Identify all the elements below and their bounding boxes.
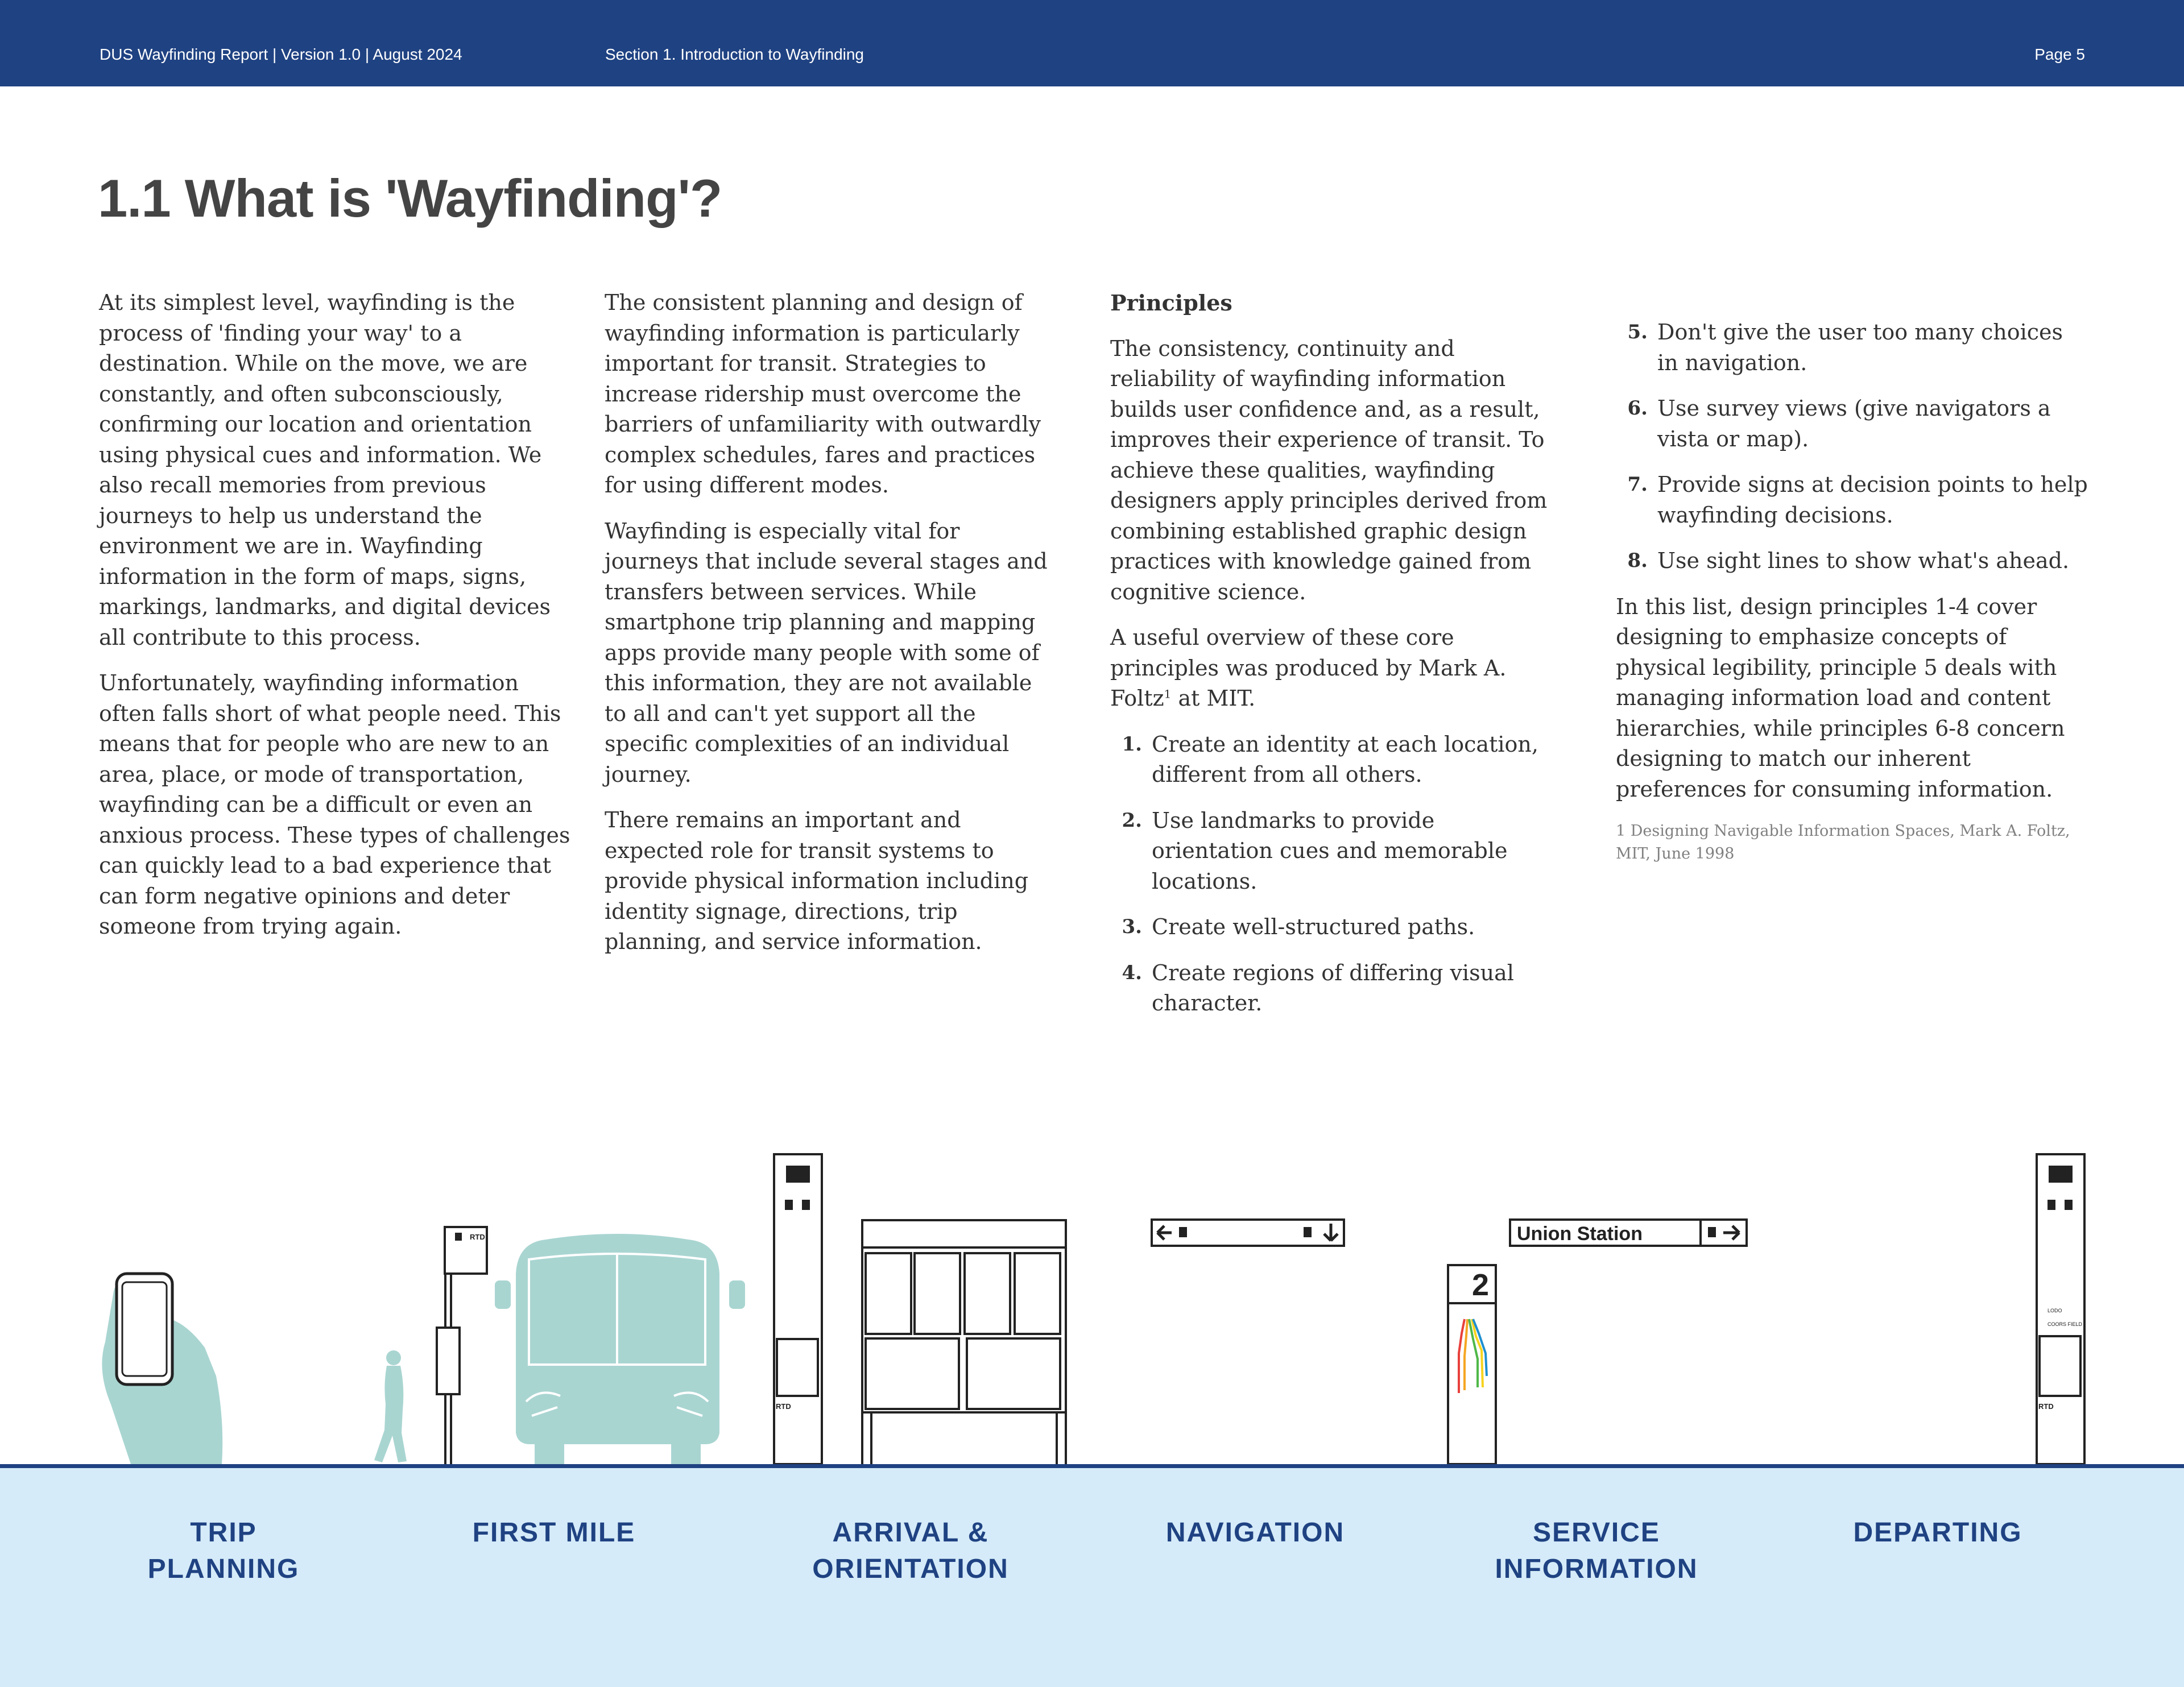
stage-first-mile: FIRST MILE <box>472 1518 636 1548</box>
journey-stages-band <box>0 1464 2184 1687</box>
paragraph-text: at MIT. <box>1171 686 1256 711</box>
stage-navigation: NAVIGATION <box>1165 1518 1345 1548</box>
text-column-4 <box>1616 317 2088 881</box>
journey-illustration <box>0 1137 2184 1467</box>
paragraph: At its simplest level, wayfinding is the process of 'finding your way' to a destination. While on the move, we are constantly, and often subconsciously, confirming our location and orientation using physical cues and information. We also recall memories from previous journeys to help us understand the environment we are in. Wayfinding information in the form of maps, signs, markings, landmarks, and digital devices all contribute to this process. <box>99 290 551 650</box>
totem-logo-text: RTD <box>2038 1402 2054 1411</box>
list-text: Use landmarks to provide orientation cues and memorable locations. <box>1152 807 1508 894</box>
report-info: DUS Wayfinding Report | Version 1.0 | August 2024 <box>100 45 462 63</box>
list-text: Use sight lines to show what's ahead. <box>1657 548 2070 573</box>
paragraph <box>1110 623 1554 714</box>
paragraph-text: A useful overview of these core principles was produced by Mark A. Foltz <box>1110 625 1507 711</box>
list-number: 4. <box>1122 961 1142 984</box>
bus-icon <box>495 1234 745 1464</box>
list-text: Create an identity at each location, different from all others. <box>1152 731 1538 787</box>
paragraph: Unfortunately, wayfinding information often falls short of what people need. This means that for people who are new to an area, place, or mode of transportation, wayfinding can be a difficult or even an anxious process. These types of challenges can quickly lead to a bad experience that can form negative opinions and deter someone from trying again. <box>99 670 570 939</box>
principles-heading: Principles <box>1110 290 1232 316</box>
stage-trip-planning: TRIP PLANNING <box>147 1518 300 1584</box>
list-number: 7. <box>1627 473 1648 496</box>
list-number: 2. <box>1122 809 1142 832</box>
station-name: Union Station <box>1517 1223 1643 1245</box>
list-item <box>1616 393 2088 454</box>
list-text: Don't give the user too many choices in navigation. <box>1657 320 2063 375</box>
list-item <box>1616 470 2088 530</box>
paragraph: Wayfinding is especially vital for journeys that include several stages and transfers between services. While smartphone trip planning and mapping apps provide many people with some of this information, they are not available to all and can't yet support all the specific complexities of an individual journey. <box>605 518 1048 787</box>
page-number: Page 5 <box>2034 45 2085 63</box>
list-number: 1. <box>1122 732 1142 756</box>
list-number: 8. <box>1627 549 1648 572</box>
list-item <box>1110 912 1554 943</box>
arrival-totem-sign <box>774 1154 822 1464</box>
section-title: Section 1. Introduction to Wayfinding <box>605 45 864 63</box>
list-item <box>1110 958 1554 1019</box>
information-shelter <box>862 1220 1066 1464</box>
footnote: 1 Designing Navigable Information Spaces, Mark A. Foltz, MIT, June 1998 <box>1616 822 2070 863</box>
stage-departing: DEPARTING <box>1853 1518 2022 1548</box>
list-text: Provide signs at decision points to help wayfinding decisions. <box>1657 472 2088 528</box>
paragraph: The consistent planning and design of wayfinding information is particularly important for transit. Strategies to increase ridership must overcome the barriers of unfamiliarity with outwardly complex schedules, fares and practices for using different modes. <box>605 290 1041 498</box>
stage-service-information: SERVICE INFORMATION <box>1495 1518 1698 1584</box>
platform-number: 2 <box>1471 1268 1490 1302</box>
principles-list <box>1110 729 1554 1019</box>
page-header <box>0 0 2184 86</box>
list-text: Create regions of differing visual character. <box>1152 960 1514 1015</box>
totem-logo-text: RTD <box>776 1402 791 1411</box>
hand-with-phone-icon <box>102 1274 222 1464</box>
text-column-1 <box>99 288 571 958</box>
principles-list <box>1616 317 2088 577</box>
departing-destination: COORS FIELD <box>2048 1321 2083 1327</box>
page-title: 1.1 What is 'Wayfinding'? <box>98 168 722 228</box>
paragraph: The consistency, continuity and reliability of wayfinding information builds user confidence and, as a result, improves their experience of transit. To achieve these qualities, wayfinding designers apply principles derived from combining established graphic design practices with knowledge gained from cognitive science. <box>1110 335 1548 604</box>
list-item <box>1110 806 1554 897</box>
bus-stop-sign <box>437 1227 487 1464</box>
list-number: 3. <box>1122 915 1142 938</box>
list-number: 5. <box>1627 321 1648 343</box>
paragraph: In this list, design principles 1-4 cover designing to emphasize concepts of physical legibility, principle 5 deals with managing information load and content hierarchies, while principles 6-8 concern designing to match our inherent preferences for consuming information. <box>1616 594 2065 802</box>
bus-stop-sign-text: RTD <box>470 1233 485 1241</box>
text-column-2 <box>605 288 1054 973</box>
paragraph: There remains an important and expected role for transit systems to provide physical information including identity signage, directions, trip planning, and service information. <box>605 807 1029 954</box>
directional-sign <box>1152 1220 1344 1246</box>
text-column-3 <box>1110 288 1554 1034</box>
list-number: 6. <box>1627 397 1648 420</box>
list-item <box>1616 546 2088 577</box>
list-item <box>1616 317 2088 378</box>
pedestrian-icon <box>374 1350 407 1462</box>
footnote-ref: 1 <box>1164 687 1172 701</box>
stage-arrival-orientation: ARRIVAL & ORIENTATION <box>812 1518 1009 1584</box>
list-text: Use survey views (give navigators a vista or map). <box>1657 396 2051 451</box>
departing-destination: LODO <box>2048 1308 2062 1313</box>
list-item <box>1110 729 1554 790</box>
list-text: Create well-structured paths. <box>1152 914 1475 939</box>
